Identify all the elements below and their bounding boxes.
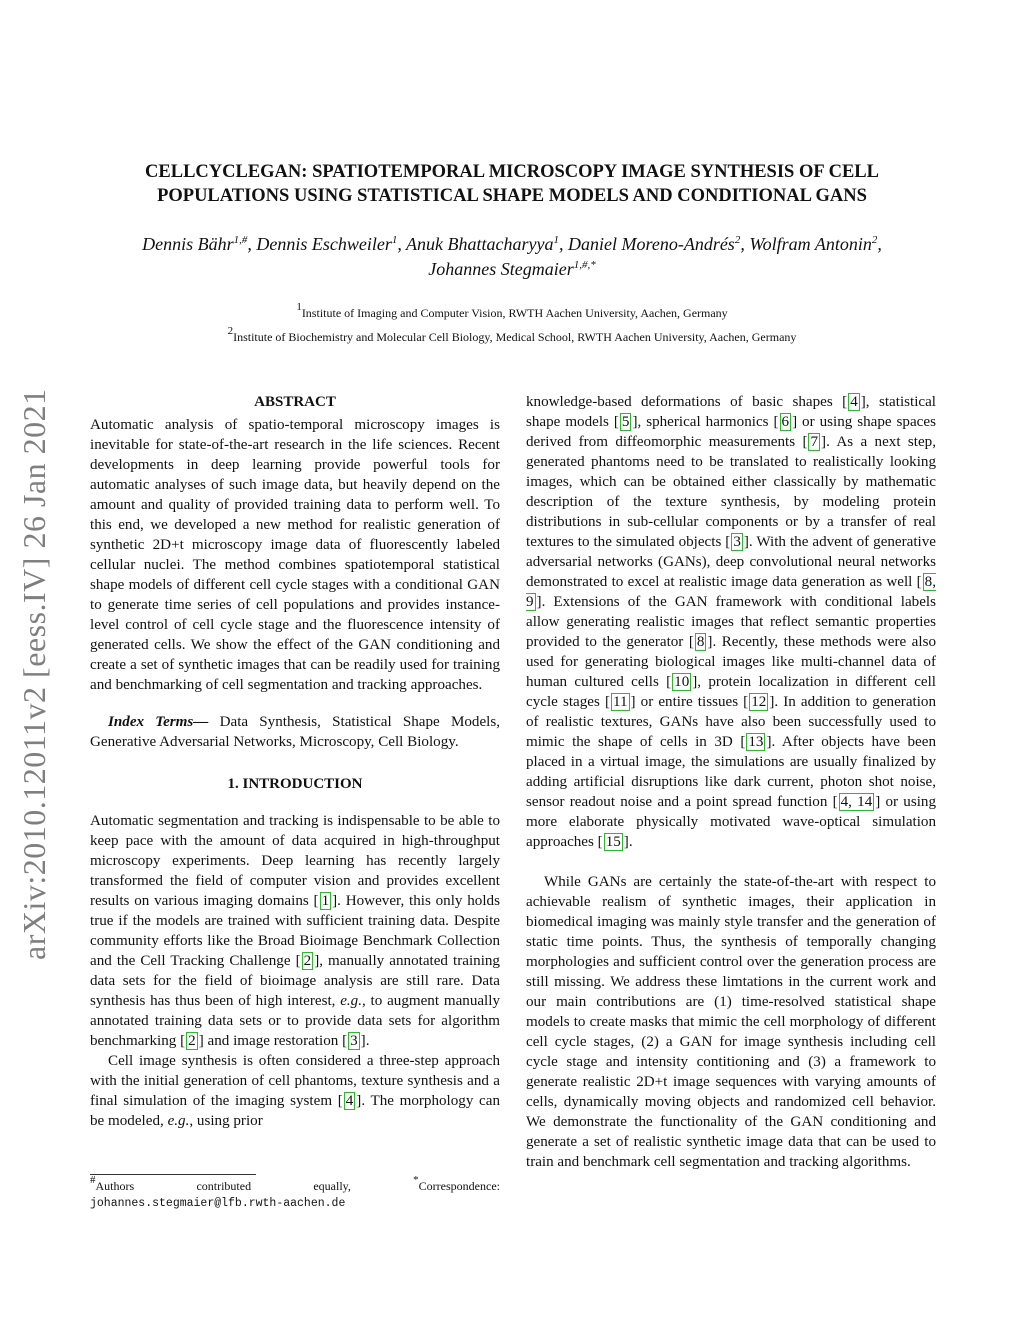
citation-link[interactable]: 8 [696,634,705,650]
author-name: Johannes Stegmaier [428,259,574,279]
title-line: CELLCYCLEGAN: SPATIOTEMPORAL MICROSCOPY IMAGE SYNTHESIS OF CELL [145,162,879,182]
left-column [90,392,500,1131]
paper-title [80,160,944,208]
author-name: Daniel Moreno-Andrés [568,234,735,254]
introduction-heading: 1. INTRODUCTION [227,776,363,792]
affiliation-mark: 1 [296,301,302,313]
title-line: POPULATIONS USING STATISTICAL SHAPE MODELS AND CONDITIONAL GANS [157,186,867,206]
citation-link[interactable]: 4 [850,394,858,410]
citation-link[interactable]: 4, 14 [840,794,873,810]
index-terms-text: Data Synthesis, Statistical Shape Models, Generative Adversarial Networks, Microscopy, Cell Biology. [90,714,500,750]
citation-link[interactable]: 1 [321,893,330,909]
footnote-mark: # [90,1174,96,1186]
citation-link[interactable]: 3 [350,1033,358,1049]
intro-paragraph: knowledge-based deformations of basic shapes [ 4 ], statistical shape models [ 5 ], spherical harmonics [ 6 ] or using shape spaces derived from diffeomorphic measurements [ 7 ]. As a next step, generated phantoms need to be translated to realistically looking images, which can be obtained either classically by mathematic description of the texture synthesis, by modeling protein distributions in sub-cellular components or by a transfer of real textures to the simulated objects [ 3 ]. With the advent of generative adversarial networks (GANs), deep convolutional neural networks demonstrated to excel at realistic image data generation as well [ 8, 9 ]. Extensions of the GAN framework with conditional labels allow generating realistic images that reflect semantic properties provided to the generator [ 8 ]. Recently, these methods were also used for generating biological images like multi-channel data of human cultured cells [ 10 ], protein localization in different cell cycle stages [ 11 ] or entire tissues [ 12 ]. In addition to generation of realistic textures, GANs have also been successfully used to mimic the shape of cells in 3D [ 13 ]. After objects have been placed in a virtual image, the simulations are usually finalized by adding artificial disruptions like dark current, photon shot noise, sensor readout noise and a point spread function [ 4, 14 ] or using more elaborate physically motivated wave-optical simulation approaches [ 15 ]. [526,394,937,850]
affiliation-text: Institute of Biochemistry and Molecular Cell Biology, Medical School, RWTH Aachen University, Aachen, Germany [233,330,797,344]
author-affiliation-mark: 1,#,* [573,259,596,271]
affiliation-text: Institute of Imaging and Computer Vision, RWTH Aachen University, Aachen, Germany [301,306,728,320]
author-name: Anuk Bhattacharyya [406,234,554,254]
affiliation [80,301,944,321]
author-affiliation-mark: 1 [391,234,398,246]
author-affiliation-mark: 1,# [233,234,248,246]
right-column [526,392,936,1172]
arxiv-identifier: arXiv:2010.12011v2 [eess.IV] 26 Jan 2021 [16,388,52,960]
citation-link[interactable]: 10 [674,674,690,690]
intro-paragraph: While GANs are certainly the state-of-the-art with respect to achievable realism of synthetic images, their application in biomedical imaging was mainly style transfer and the generation of static time points. Thus, the synthesis of temporally changing morphologies and sufficient control over the generation process are still missing. We address these limtations in the current work and our main contributions are (1) time-resolved statistical shape models to create masks that mimic the cell morphology of different cell cycle stages, (2) a GAN for image synthesis including cell cycle stage and intensity contitioning and (3) a framework to generate realistic 2D+t image sequences with varying amounts of cells, dynamically moving objects and randomized cell behavior. We demonstrate the functionality of the GAN conditioning and generate a set of realistic synthetic image data that can be used to train and benchmark cell segmentation and tracking algorithms. [526,874,936,1170]
footnote-mark: * [413,1174,419,1186]
citation-link[interactable]: 11 [612,694,628,710]
citation-link[interactable]: 7 [810,434,819,450]
affiliation [80,325,944,345]
intro-paragraph: Cell image synthesis is often considered a three-step approach with the initial generation of cell phantoms, texture synthesis and a final simulation of the imaging system [ 4 ]. The morphology can be modeled, e.g., using prior [90,1053,500,1129]
index-terms [90,712,500,752]
citation-link[interactable]: 2 [303,953,312,969]
citation-link[interactable]: 12 [751,694,767,710]
correspondence-email[interactable]: johannes.stegmaier@lfb.rwth-aachen.de [90,1197,346,1210]
author-name: Dennis Eschweiler [256,234,392,254]
author-name: Wolfram Antonin [749,234,872,254]
citation-link[interactable]: 5 [621,414,630,430]
index-terms-label: Index Terms— [108,714,209,730]
author-affiliation-mark: 1 [553,234,560,246]
citation-link[interactable]: 3 [733,534,741,550]
author-list: Dennis Bähr$^{1,\#}$, Dennis Eschweiler$^1$, Anuk Bhattacharyya$^1$, Daniel Moreno-Andrés$^2$, Wolfram Antonin$^2$, Johannes Stegmaier$^{1,\#,*}$ [142,234,882,279]
affiliation-mark: 2 [227,325,234,337]
footnote-divider [90,1174,256,1175]
citation-link[interactable]: 8, 9 [526,574,936,610]
author-affiliation-mark: 2 [734,234,741,246]
abstract-text: Automatic analysis of spatio-temporal microscopy images is inevitable for state-of-the-art research in the life sciences. Recent developments in deep learning provide powerful tools for automatic analyses of such image data, but heavily depend on the amount and quality of provided training data to perform well. To this end, we developed a new method for realistic generation of synthetic 2D+t microscopy image data of fluorescently labeled cellular nuclei. The method combines spatiotemporal statistical shape models of different cell cycle stages with a conditional GAN to generate time series of cell populations and provides instance-level control of cell cycle stage and the fluorescence intensity of generated cells. We show the effect of the GAN conditioning and create a set of synthetic images that can be readily used for training and benchmarking of cell segmentation and tracking approaches. [90,417,500,693]
author-affiliation-mark: 2 [871,234,878,246]
citation-link[interactable]: 2 [188,1033,196,1049]
citation-link[interactable]: 15 [605,834,621,850]
citation-link[interactable]: 4 [345,1093,354,1109]
footnote: #Authors contributed equally, *Correspondence: johannes.stegmaier@lfb.rwth-aachen.de [90,1174,500,1210]
author-name: Dennis Bähr [142,234,234,254]
abstract-heading: ABSTRACT [254,394,336,410]
intro-paragraph: Automatic segmentation and tracking is indispensable to be able to keep pace with the amount of data acquired in high-throughput microscopy experiments. Deep learning has recently largely transformed the field of computer vision and provides excellent results on various imaging domains [ 1 ]. However, this only holds true if the models are trained with sufficient training data. Despite community efforts like the Broad Bioimage Benchmark Collection and the Cell Tracking Challenge [ 2 ], manually annotated training data sets for the field of bioimage analysis are still rare. Data synthesis has thus been of high interest, e.g., to augment manually annotated training data sets or to provide data sets for algorithm benchmarking [ 2 ] and image restoration [ 3 ]. [90,813,500,1049]
citation-link[interactable]: 13 [748,734,764,750]
citation-link[interactable]: 6 [781,414,790,430]
